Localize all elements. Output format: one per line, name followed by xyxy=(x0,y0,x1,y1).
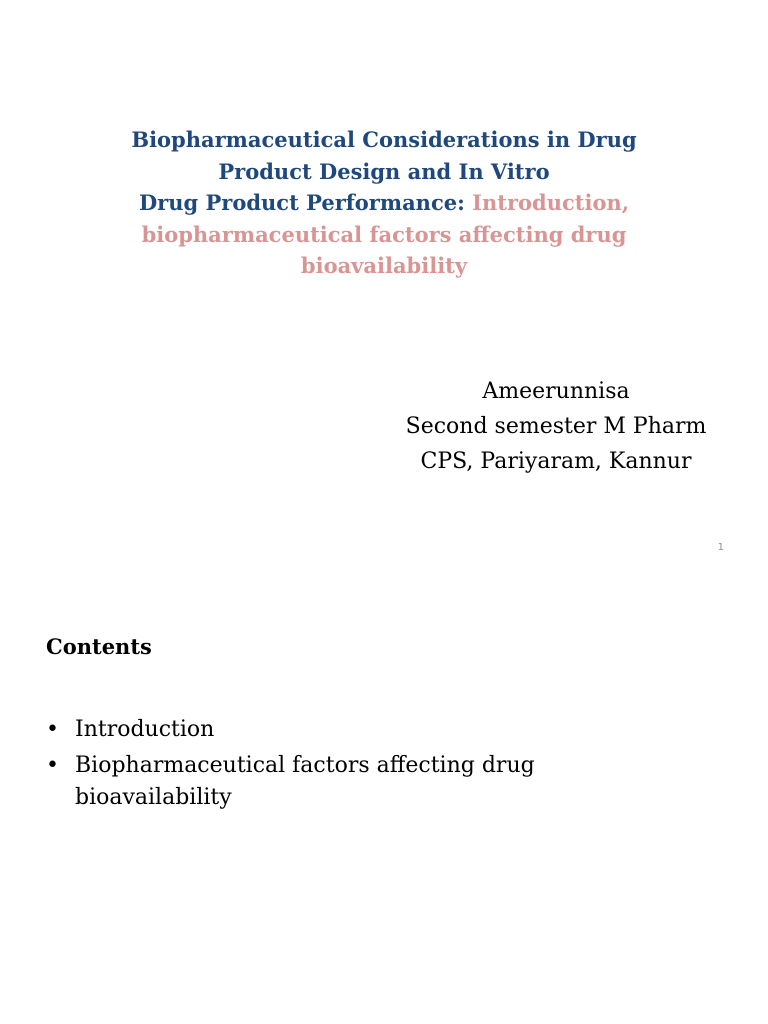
title-line-5: bioavailability xyxy=(300,253,468,278)
author-info xyxy=(380,374,732,479)
contents-slide xyxy=(0,590,768,1024)
slide-title xyxy=(60,124,708,282)
title-line-2: Product Design and In Vitro xyxy=(218,158,550,184)
title-line-4: biopharmaceutical factors affecting drug xyxy=(141,221,627,247)
list-item xyxy=(46,750,686,814)
title-line-3 xyxy=(60,187,708,219)
author-course: Second semester M Pharm xyxy=(405,414,707,439)
title-line-3-prefix: Drug Product Performance: xyxy=(138,190,473,215)
list-item xyxy=(46,714,686,746)
author-name: Ameerunnisa xyxy=(482,379,630,404)
contents-heading: Contents xyxy=(46,634,152,659)
bullet-icon: • xyxy=(46,753,59,778)
author-institution: CPS, Pariyaram, Kannur xyxy=(420,449,692,474)
bullet-icon: • xyxy=(46,717,59,742)
title-line-3-highlight: Introduction, xyxy=(472,190,630,215)
contents-list xyxy=(46,714,686,818)
list-item-text: Biopharmaceutical factors affecting drug bioavailability xyxy=(75,753,535,810)
list-item-text: Introduction xyxy=(75,717,215,742)
title-line-1: Biopharmaceutical Considerations in Drug xyxy=(131,127,637,152)
slide-number: 1 xyxy=(717,542,724,553)
